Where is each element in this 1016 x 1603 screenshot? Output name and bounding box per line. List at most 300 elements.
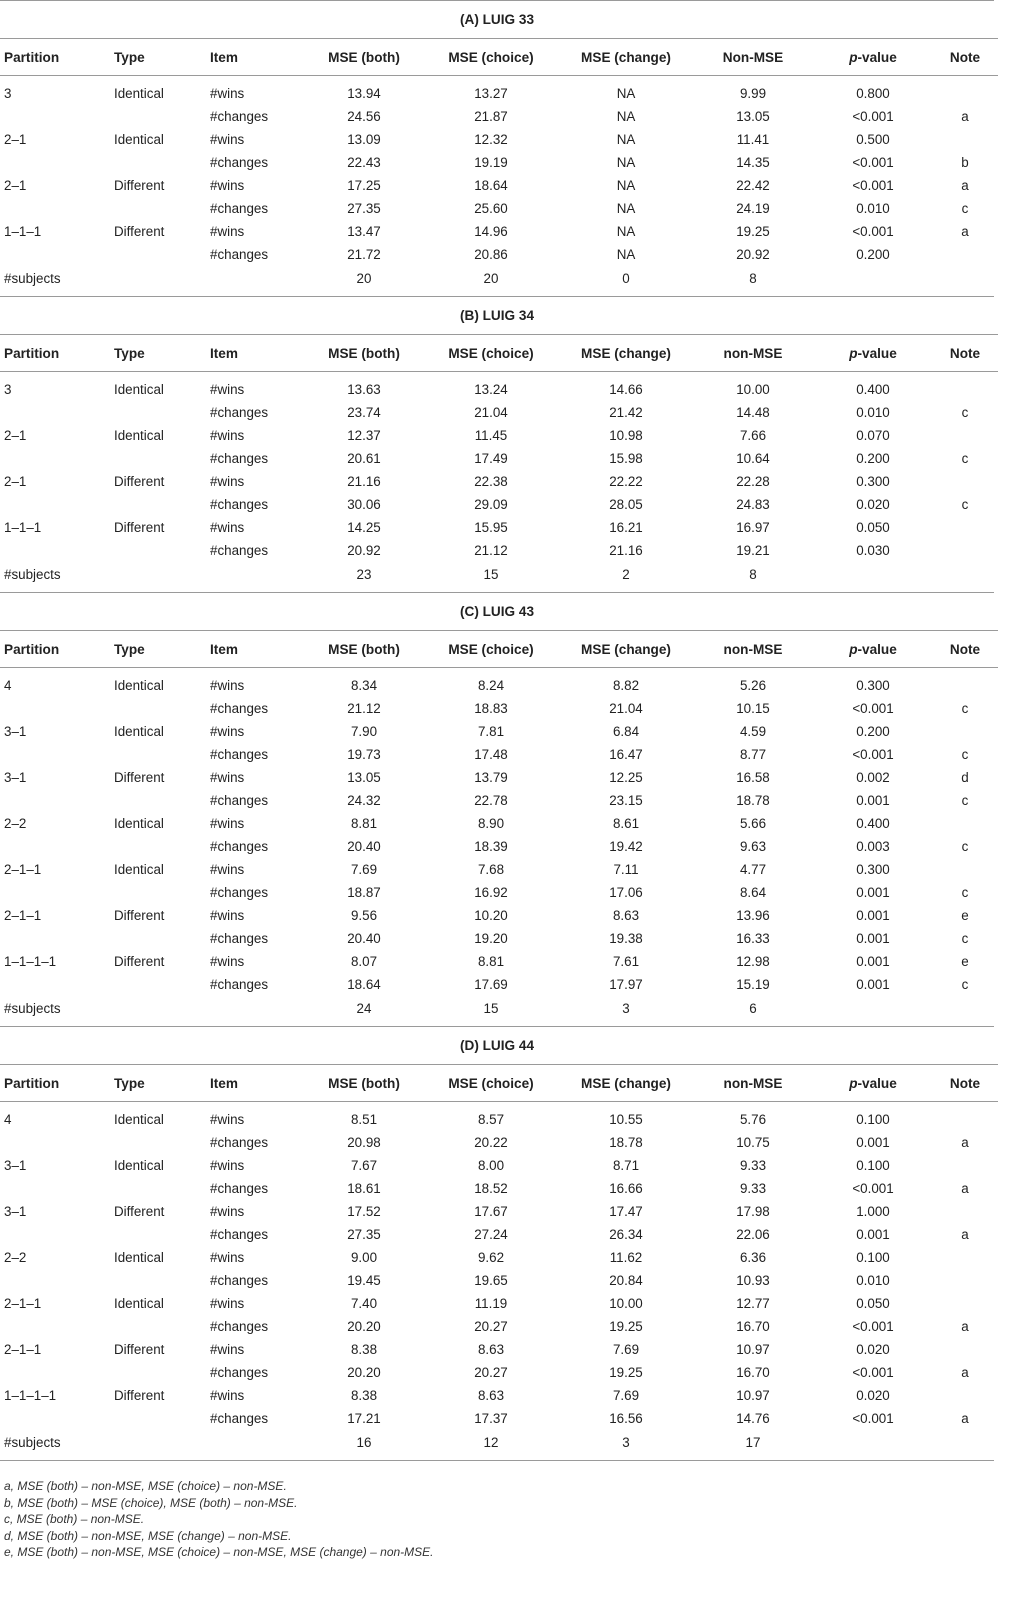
cell-non-mse: 9.33 — [739, 1158, 767, 1173]
column-header-mse-both: MSE (both) — [306, 1065, 422, 1102]
cell-mse-change: 16.21 — [609, 520, 643, 535]
cell-partition: 3–1 — [4, 1158, 27, 1173]
cell-non-mse: 12.98 — [736, 954, 770, 969]
column-header-mse-change: MSE (change) — [560, 335, 692, 372]
column-header-partition: Partition — [0, 631, 114, 668]
cell-non-mse: 6.36 — [739, 1250, 767, 1265]
cell-note: c — [961, 497, 969, 512]
cell-type: Different — [114, 1342, 165, 1357]
cell-non-mse: 5.26 — [739, 678, 767, 693]
p-symbol: p — [849, 641, 858, 657]
cell-type — [114, 1361, 210, 1384]
column-header-non-mse: non-MSE — [692, 1065, 814, 1102]
cell-p-value: 0.001 — [856, 885, 890, 900]
cell-note — [932, 996, 998, 1020]
cell-p-value: 0.002 — [856, 770, 890, 785]
cell-p-value: 0.001 — [856, 977, 890, 992]
cell-note: c — [961, 201, 969, 216]
cell-non-mse: 16.58 — [736, 770, 770, 785]
cell-partition — [0, 1361, 114, 1384]
cell-note — [932, 539, 998, 562]
cell-mse-choice: 13.27 — [474, 86, 508, 101]
cell-type — [114, 1407, 210, 1430]
cell-mse-change: NA — [616, 247, 636, 262]
cell-type — [114, 266, 210, 290]
table-row — [0, 151, 998, 174]
cell-type: Different — [114, 474, 165, 489]
p-value-suffix: -value — [857, 641, 897, 657]
cell-p-value: 0.200 — [856, 451, 890, 466]
table-row — [0, 493, 998, 516]
subjects-row — [0, 1430, 998, 1454]
cell-type: Different — [114, 520, 165, 535]
column-header-partition: Partition — [0, 1065, 114, 1102]
cell-mse-both: 17.25 — [347, 178, 381, 193]
cell-item: #changes — [210, 931, 269, 946]
cell-type: Identical — [114, 1112, 164, 1127]
cell-p-value: 0.020 — [856, 497, 890, 512]
cell-mse-change: NA — [616, 178, 636, 193]
cell-type: Different — [114, 178, 165, 193]
cell-mse-choice: 27.24 — [474, 1227, 508, 1242]
cell-p-value: 0.050 — [856, 1296, 890, 1311]
cell-mse-change: NA — [616, 155, 636, 170]
table-row — [0, 105, 998, 128]
table-row — [0, 1223, 998, 1246]
cell-partition — [0, 743, 114, 766]
cell-item — [210, 562, 306, 586]
column-header-mse-both: MSE (both) — [306, 631, 422, 668]
cell-mse-change: 8.63 — [612, 908, 640, 923]
cell-mse-choice: 13.24 — [474, 382, 508, 397]
cell-partition — [0, 401, 114, 424]
cell-partition — [0, 1315, 114, 1338]
cell-mse-choice: 19.19 — [474, 155, 508, 170]
cell-item: #wins — [210, 474, 245, 489]
cell-mse-choice: 7.68 — [477, 862, 505, 877]
cell-p-value: 0.100 — [856, 1158, 890, 1173]
cell-type: Different — [114, 224, 165, 239]
cell-p-value: 0.001 — [856, 931, 890, 946]
cell-mse-both: 20.20 — [347, 1365, 381, 1380]
cell-mse-both: 7.90 — [350, 724, 378, 739]
cell-non-mse: 13.96 — [736, 908, 770, 923]
cell-item: #wins — [210, 816, 245, 831]
cell-mse-choice: 8.24 — [477, 678, 505, 693]
cell-item: #wins — [210, 1250, 245, 1265]
cell-mse-both: 19.45 — [347, 1273, 381, 1288]
cell-partition: 3–1 — [4, 1204, 27, 1219]
cell-item: #changes — [210, 747, 269, 762]
cell-item: #wins — [210, 678, 245, 693]
cell-note — [932, 1269, 998, 1292]
header-row — [0, 631, 998, 668]
cell-mse-change: 10.00 — [609, 1296, 643, 1311]
cell-type — [114, 562, 210, 586]
table-row — [0, 697, 998, 720]
cell-mse-both: 23 — [356, 566, 372, 582]
cell-mse-choice: 19.20 — [474, 931, 508, 946]
cell-p-value: 0.001 — [856, 793, 890, 808]
cell-partition — [0, 1407, 114, 1430]
cell-mse-change: 3 — [622, 1000, 630, 1016]
cell-mse-change: 17.97 — [609, 977, 643, 992]
cell-mse-choice: 19.65 — [474, 1273, 508, 1288]
table-row — [0, 401, 998, 424]
cell-item: #changes — [210, 839, 269, 854]
cell-mse-choice: 16.92 — [474, 885, 508, 900]
cell-type: Identical — [114, 862, 164, 877]
cell-mse-choice: 20.27 — [474, 1319, 508, 1334]
cell-item: #changes — [210, 405, 269, 420]
table-row — [0, 378, 998, 401]
cell-partition: 1–1–1–1 — [4, 954, 57, 969]
cell-non-mse: 9.99 — [739, 86, 767, 101]
cell-non-mse: 22.42 — [736, 178, 770, 193]
cell-type: Identical — [114, 1296, 164, 1311]
cell-type — [114, 697, 210, 720]
cell-p-value: 0.001 — [856, 954, 890, 969]
cell-mse-change: 18.78 — [609, 1135, 643, 1150]
cell-mse-change: 14.66 — [609, 382, 643, 397]
cell-mse-both: 8.38 — [350, 1388, 378, 1403]
cell-mse-change: 7.69 — [612, 1342, 640, 1357]
table-row — [0, 812, 998, 835]
cell-mse-both: 27.35 — [347, 1227, 381, 1242]
cell-mse-choice: 8.90 — [477, 816, 505, 831]
cell-note — [932, 1338, 998, 1361]
cell-type — [114, 1177, 210, 1200]
cell-note: a — [961, 1181, 969, 1196]
table-row — [0, 950, 998, 973]
cell-non-mse: 16.33 — [736, 931, 770, 946]
cell-item: #wins — [210, 132, 245, 147]
cell-mse-both: 8.51 — [350, 1112, 378, 1127]
cell-mse-choice: 8.57 — [477, 1112, 505, 1127]
cell-type — [114, 996, 210, 1020]
cell-item: #changes — [210, 543, 269, 558]
cell-p-value: 0.300 — [856, 678, 890, 693]
cell-item: #changes — [210, 451, 269, 466]
cell-mse-both: 20 — [356, 270, 372, 286]
cell-partition — [0, 105, 114, 128]
section-table — [0, 1064, 998, 1460]
cell-mse-both: 21.12 — [347, 701, 381, 716]
cell-p-value: 0.003 — [856, 839, 890, 854]
cell-note — [932, 1246, 998, 1269]
cell-mse-both: 24.56 — [347, 109, 381, 124]
cell-mse-change: 21.16 — [609, 543, 643, 558]
cell-mse-choice: 14.96 — [474, 224, 508, 239]
cell-mse-choice: 22.78 — [474, 793, 508, 808]
cell-partition: 2–1 — [4, 178, 27, 193]
cell-item: #changes — [210, 109, 269, 124]
cell-non-mse: 16.70 — [736, 1319, 770, 1334]
cell-type — [114, 881, 210, 904]
column-header-item: Item — [210, 1065, 306, 1102]
cell-partition: 3 — [4, 382, 12, 397]
cell-p-value: 0.010 — [856, 1273, 890, 1288]
column-header-mse-choice: MSE (choice) — [422, 335, 560, 372]
cell-item: #wins — [210, 1388, 245, 1403]
cell-item: #wins — [210, 1342, 245, 1357]
cell-non-mse: 16.97 — [736, 520, 770, 535]
cell-p-value: 0.200 — [856, 724, 890, 739]
column-header-p-value — [814, 39, 932, 76]
cell-type: Different — [114, 1388, 165, 1403]
cell-note — [932, 858, 998, 881]
cell-partition — [0, 697, 114, 720]
cell-p-value: 0.100 — [856, 1250, 890, 1265]
cell-p-value: 0.001 — [856, 908, 890, 923]
cell-p-value — [814, 266, 932, 290]
cell-mse-choice: 8.00 — [477, 1158, 505, 1173]
cell-note — [932, 812, 998, 835]
cell-type: Different — [114, 770, 165, 785]
table-row — [0, 516, 998, 539]
cell-mse-choice: 21.12 — [474, 543, 508, 558]
footnote-d: d, MSE (both) – non-MSE, MSE (change) – non-MSE. — [4, 1528, 292, 1543]
p-value-suffix: -value — [857, 345, 897, 361]
cell-non-mse: 8 — [749, 270, 757, 286]
cell-p-value — [814, 996, 932, 1020]
cell-mse-both: 7.67 — [350, 1158, 378, 1173]
cell-item: #wins — [210, 908, 245, 923]
cell-p-value: 0.020 — [856, 1388, 890, 1403]
p-symbol: p — [849, 49, 858, 65]
table-row — [0, 424, 998, 447]
cell-type — [114, 1131, 210, 1154]
cell-note: b — [961, 155, 969, 170]
cell-mse-choice: 8.63 — [477, 1342, 505, 1357]
cell-p-value: 0.200 — [856, 247, 890, 262]
cell-type: Different — [114, 908, 165, 923]
cell-note: a — [961, 109, 969, 124]
cell-item: #wins — [210, 954, 245, 969]
cell-p-value: 0.500 — [856, 132, 890, 147]
cell-item: #changes — [210, 1135, 269, 1150]
section-table — [0, 334, 998, 592]
cell-mse-choice: 21.04 — [474, 405, 508, 420]
column-header-non-mse: non-MSE — [692, 335, 814, 372]
cell-non-mse: 9.33 — [739, 1181, 767, 1196]
cell-p-value: 0.050 — [856, 520, 890, 535]
cell-type: Different — [114, 1204, 165, 1219]
cell-partition: 2–1 — [4, 428, 27, 443]
cell-note: a — [961, 1365, 969, 1380]
cell-item: #wins — [210, 1296, 245, 1311]
cell-mse-choice: 21.87 — [474, 109, 508, 124]
cell-note — [932, 1430, 998, 1454]
cell-mse-both: 20.40 — [347, 931, 381, 946]
cell-mse-both: 8.07 — [350, 954, 378, 969]
cell-p-value: 0.030 — [856, 543, 890, 558]
cell-item: #wins — [210, 86, 245, 101]
cell-mse-both: 9.00 — [350, 1250, 378, 1265]
cell-p-value: 0.070 — [856, 428, 890, 443]
cell-note: a — [961, 178, 969, 193]
cell-mse-change: 20.84 — [609, 1273, 643, 1288]
cell-partition — [0, 927, 114, 950]
cell-note — [932, 720, 998, 743]
cell-type — [114, 151, 210, 174]
table-row — [0, 1269, 998, 1292]
cell-mse-both: 17.21 — [347, 1411, 381, 1426]
cell-partition: 2–2 — [4, 816, 27, 831]
cell-non-mse: 10.15 — [736, 701, 770, 716]
cell-partition: 3–1 — [4, 724, 27, 739]
cell-mse-choice: 20.27 — [474, 1365, 508, 1380]
cell-p-value: 0.010 — [856, 405, 890, 420]
cell-item: #changes — [210, 793, 269, 808]
column-header-mse-choice: MSE (choice) — [422, 1065, 560, 1102]
cell-mse-choice: 11.45 — [474, 428, 508, 443]
cell-item: #wins — [210, 770, 245, 785]
cell-mse-both: 20.98 — [347, 1135, 381, 1150]
cell-type: Identical — [114, 1250, 164, 1265]
cell-mse-choice: 25.60 — [474, 201, 508, 216]
column-header-mse-both: MSE (both) — [306, 335, 422, 372]
cell-note: c — [961, 701, 969, 716]
cell-note — [932, 1154, 998, 1177]
cell-type — [114, 743, 210, 766]
footnote-b: b, MSE (both) – MSE (choice), MSE (both) – non-MSE. — [4, 1495, 298, 1510]
cell-mse-choice: 15.95 — [474, 520, 508, 535]
cell-mse-choice: 18.39 — [474, 839, 508, 854]
cell-mse-choice: 17.37 — [474, 1411, 508, 1426]
header-row — [0, 1065, 998, 1102]
cell-partition: 2–1 — [4, 132, 27, 147]
cell-p-value: <0.001 — [852, 1319, 894, 1334]
cell-mse-change: 19.38 — [609, 931, 643, 946]
cell-type — [114, 105, 210, 128]
cell-mse-both: 13.47 — [347, 224, 381, 239]
subjects-row — [0, 996, 998, 1020]
column-header-p-value — [814, 335, 932, 372]
cell-mse-choice: 18.64 — [474, 178, 508, 193]
cell-mse-choice: 20.86 — [474, 247, 508, 262]
cell-note — [932, 1384, 998, 1407]
cell-note: a — [961, 1411, 969, 1426]
cell-non-mse: 8.64 — [739, 885, 767, 900]
cell-p-value: 0.100 — [856, 1112, 890, 1127]
table-row — [0, 881, 998, 904]
cell-partition: 2–1–1 — [4, 1296, 42, 1311]
cell-note: c — [961, 931, 969, 946]
cell-type — [114, 1315, 210, 1338]
cell-mse-change: 8.82 — [612, 678, 640, 693]
cell-note: e — [961, 908, 969, 923]
cell-partition: 3–1 — [4, 770, 27, 785]
cell-non-mse: 17 — [745, 1434, 761, 1450]
cell-non-mse: 8 — [749, 566, 757, 582]
cell-non-mse: 9.63 — [739, 839, 767, 854]
cell-item — [210, 996, 306, 1020]
cell-item: #wins — [210, 1158, 245, 1173]
cell-mse-both: 20.61 — [347, 451, 381, 466]
cell-non-mse: 6 — [749, 1000, 757, 1016]
column-header-note: Note — [932, 39, 998, 76]
cell-mse-both: 19.73 — [347, 747, 381, 762]
cell-mse-choice: 18.52 — [474, 1181, 508, 1196]
cell-type: Identical — [114, 1158, 164, 1173]
cell-mse-choice: 13.79 — [474, 770, 508, 785]
cell-mse-choice: 22.38 — [474, 474, 508, 489]
cell-partition: #subjects — [4, 1000, 61, 1016]
cell-non-mse: 22.06 — [736, 1227, 770, 1242]
column-header-note: Note — [932, 631, 998, 668]
cell-partition — [0, 973, 114, 996]
column-header-p-value — [814, 631, 932, 668]
cell-mse-both: 27.35 — [347, 201, 381, 216]
cell-partition: 2–1 — [4, 474, 27, 489]
cell-p-value: 0.300 — [856, 862, 890, 877]
cell-partition — [0, 1177, 114, 1200]
cell-p-value: 0.001 — [856, 1135, 890, 1150]
cell-mse-choice: 12 — [483, 1434, 499, 1450]
cell-mse-both: 8.34 — [350, 678, 378, 693]
cell-mse-change: 21.04 — [609, 701, 643, 716]
cell-non-mse: 15.19 — [736, 977, 770, 992]
column-header-item: Item — [210, 631, 306, 668]
cell-note: c — [961, 977, 969, 992]
cell-mse-change: 21.42 — [609, 405, 643, 420]
cell-note: a — [961, 1135, 969, 1150]
table-row — [0, 1177, 998, 1200]
cell-type — [114, 835, 210, 858]
cell-mse-both: 21.16 — [347, 474, 381, 489]
cell-p-value: 0.800 — [856, 86, 890, 101]
cell-note — [932, 424, 998, 447]
cell-mse-choice: 12.32 — [474, 132, 508, 147]
footnote-a: a, MSE (both) – non-MSE, MSE (choice) – non-MSE. — [4, 1479, 287, 1493]
cell-mse-change: NA — [616, 109, 636, 124]
cell-item: #wins — [210, 428, 245, 443]
cell-note: d — [961, 770, 969, 785]
cell-item: #changes — [210, 1227, 269, 1242]
column-header-mse-change: MSE (change) — [560, 631, 692, 668]
cell-non-mse: 19.25 — [736, 224, 770, 239]
cell-mse-choice: 18.83 — [474, 701, 508, 716]
table-row — [0, 743, 998, 766]
table-row — [0, 766, 998, 789]
cell-mse-change: NA — [616, 86, 636, 101]
cell-p-value: <0.001 — [852, 109, 894, 124]
cell-mse-change: 26.34 — [609, 1227, 643, 1242]
cell-type: Identical — [114, 678, 164, 693]
cell-mse-both: 7.69 — [350, 862, 378, 877]
cell-mse-both: 7.40 — [350, 1296, 378, 1311]
column-header-mse-choice: MSE (choice) — [422, 39, 560, 76]
column-header-non-mse: Non-MSE — [692, 39, 814, 76]
cell-note — [932, 674, 998, 697]
cell-type — [114, 493, 210, 516]
cell-item: #changes — [210, 977, 269, 992]
cell-type — [114, 927, 210, 950]
cell-non-mse: 10.75 — [736, 1135, 770, 1150]
cell-item: #wins — [210, 178, 245, 193]
table-row — [0, 1200, 998, 1223]
cell-p-value: 0.001 — [856, 1227, 890, 1242]
cell-partition: #subjects — [4, 270, 61, 286]
cell-type: Identical — [114, 132, 164, 147]
cell-partition — [0, 539, 114, 562]
table-row — [0, 835, 998, 858]
column-header-type: Type — [114, 335, 210, 372]
cell-note — [932, 470, 998, 493]
cell-partition: 1–1–1–1 — [4, 1388, 57, 1403]
cell-item: #wins — [210, 862, 245, 877]
